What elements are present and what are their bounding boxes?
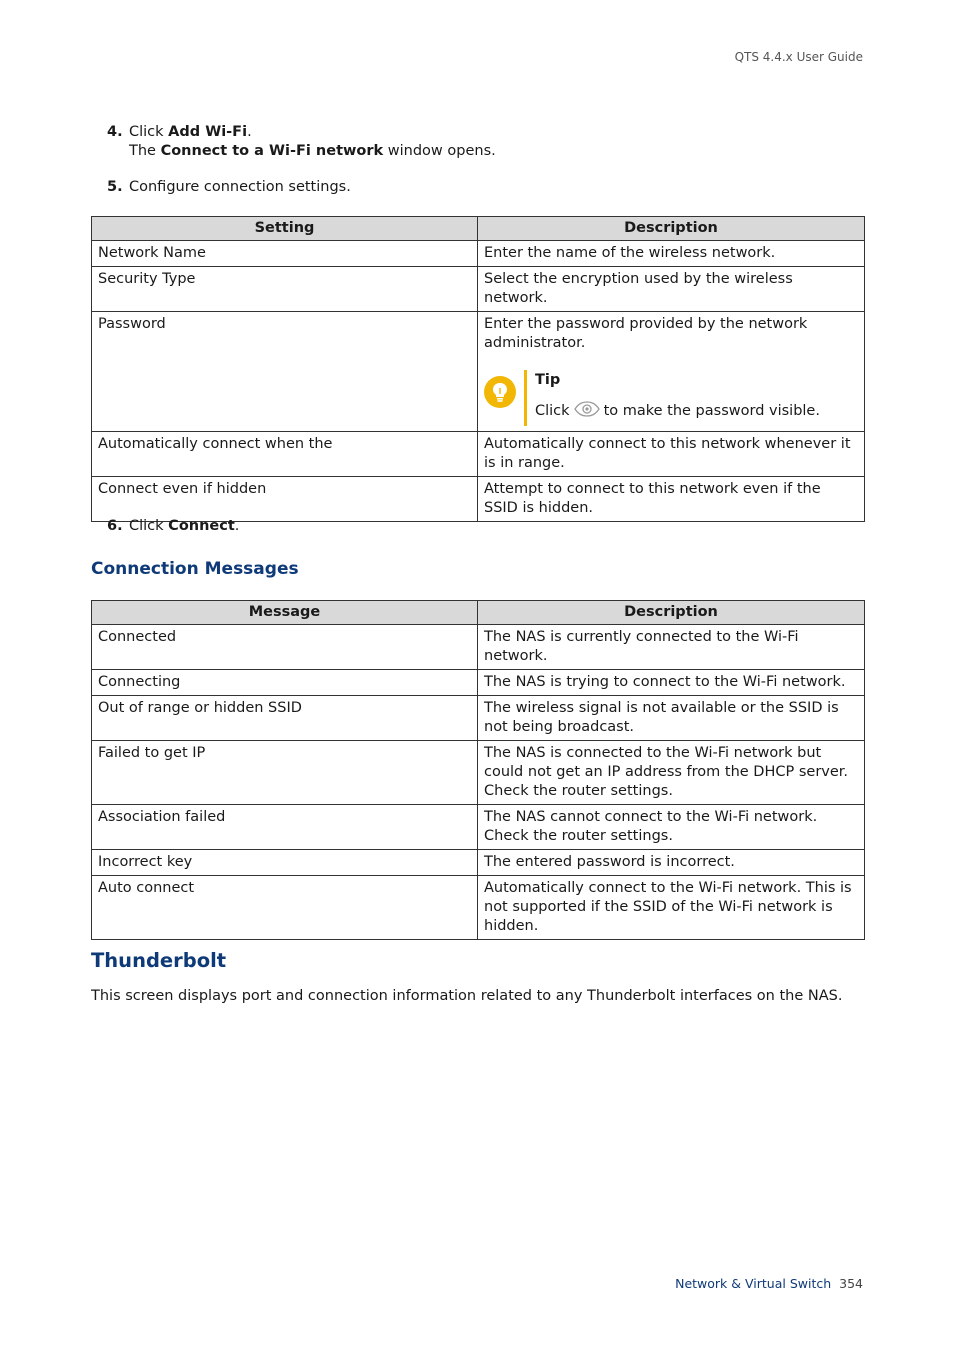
setting-cell: Automatically connect when the (92, 432, 478, 477)
settings-table (91, 216, 865, 522)
message-cell: Out of range or hidden SSID (92, 696, 478, 741)
step-text: window opens. (383, 143, 496, 159)
setting-cell: Network Name (92, 241, 478, 267)
message-cell: Failed to get IP (92, 741, 478, 805)
tip-text-pre: Click (535, 403, 570, 419)
description-cell: The entered password is incorrect. (478, 850, 865, 876)
table-row (92, 241, 865, 267)
description-cell: The NAS cannot connect to the Wi-Fi network. Check the router settings. (478, 805, 865, 850)
column-header-description: Description (478, 217, 865, 241)
message-cell: Auto connect (92, 876, 478, 940)
description-cell: Automatically connect to this network whenever it is in range. (478, 432, 865, 477)
description-text: Enter the password provided by the network administrator. (484, 316, 808, 351)
column-header-description: Description (478, 601, 865, 625)
lightbulb-icon (484, 376, 516, 408)
table-row (92, 805, 865, 850)
description-cell: The NAS is trying to connect to the Wi-Fi network. (478, 670, 865, 696)
setting-cell: Security Type (92, 267, 478, 312)
description-cell: Automatically connect to the Wi-Fi network. This is not supported if the SSID of the Wi-Fi network is hidden. (478, 876, 865, 940)
table-header-row (92, 217, 865, 241)
description-cell: Attempt to connect to this network even if the SSID is hidden. (478, 477, 865, 522)
page-number: 354 (839, 1276, 863, 1291)
thunderbolt-description: This screen displays port and connection information related to any Thunderbolt interfaces on the NAS. (91, 988, 843, 1004)
tip-text-post: to make the password visible. (603, 403, 820, 419)
table-row (92, 741, 865, 805)
table-row (92, 876, 865, 940)
step-text: Configure connection settings. (129, 179, 351, 195)
ui-term: Connect to a Wi-Fi network (160, 143, 384, 159)
description-cell: The NAS is currently connected to the Wi-Fi network. (478, 625, 865, 670)
table-row (92, 850, 865, 876)
footer-section-title: Network & Virtual Switch (675, 1276, 832, 1291)
description-cell (478, 312, 865, 432)
tip-title: Tip (535, 372, 561, 388)
step-text: . (234, 518, 240, 534)
table-row (92, 670, 865, 696)
document-header: QTS 4.4.x User Guide (734, 50, 863, 64)
step-text: . (247, 124, 252, 140)
section-heading-thunderbolt: Thunderbolt (91, 949, 227, 972)
step-number: 4. (107, 124, 123, 140)
tip-callout (484, 370, 858, 428)
table-row (92, 625, 865, 670)
table-row (92, 477, 865, 522)
step-text: Click (129, 518, 169, 534)
step-number: 5. (107, 179, 123, 195)
tip-body (535, 371, 820, 423)
step-text: The (129, 143, 161, 159)
table-row (92, 432, 865, 477)
message-cell: Connected (92, 625, 478, 670)
eye-icon (574, 401, 600, 423)
message-cell: Incorrect key (92, 850, 478, 876)
setting-cell: Password (92, 312, 478, 432)
description-cell: Enter the name of the wireless network. (478, 241, 865, 267)
column-header-message: Message (92, 601, 478, 625)
description-cell: Select the encryption used by the wireless network. (478, 267, 865, 312)
message-cell: Connecting (92, 670, 478, 696)
table-row (92, 696, 865, 741)
page-footer (675, 1276, 863, 1291)
description-cell: The wireless signal is not available or the SSID is not being broadcast. (478, 696, 865, 741)
message-cell: Association failed (92, 805, 478, 850)
description-cell: The NAS is connected to the Wi-Fi network but could not get an IP address from the DHCP server. Check the router settings. (478, 741, 865, 805)
step-5 (91, 178, 871, 197)
ui-term: Connect (168, 518, 235, 534)
table-header-row (92, 601, 865, 625)
section-heading-connection-messages: Connection Messages (91, 559, 299, 579)
table-row (92, 312, 865, 432)
column-header-setting: Setting (92, 217, 478, 241)
table-row (92, 267, 865, 312)
connection-messages-table (91, 600, 865, 940)
step-text: Click (129, 124, 169, 140)
step-number: 6. (107, 518, 123, 534)
step-4 (91, 123, 871, 161)
step-6 (91, 517, 871, 536)
tip-accent-bar (524, 370, 527, 426)
setting-cell: Connect even if hidden (92, 477, 478, 522)
ui-term: Add Wi-Fi (168, 124, 248, 140)
